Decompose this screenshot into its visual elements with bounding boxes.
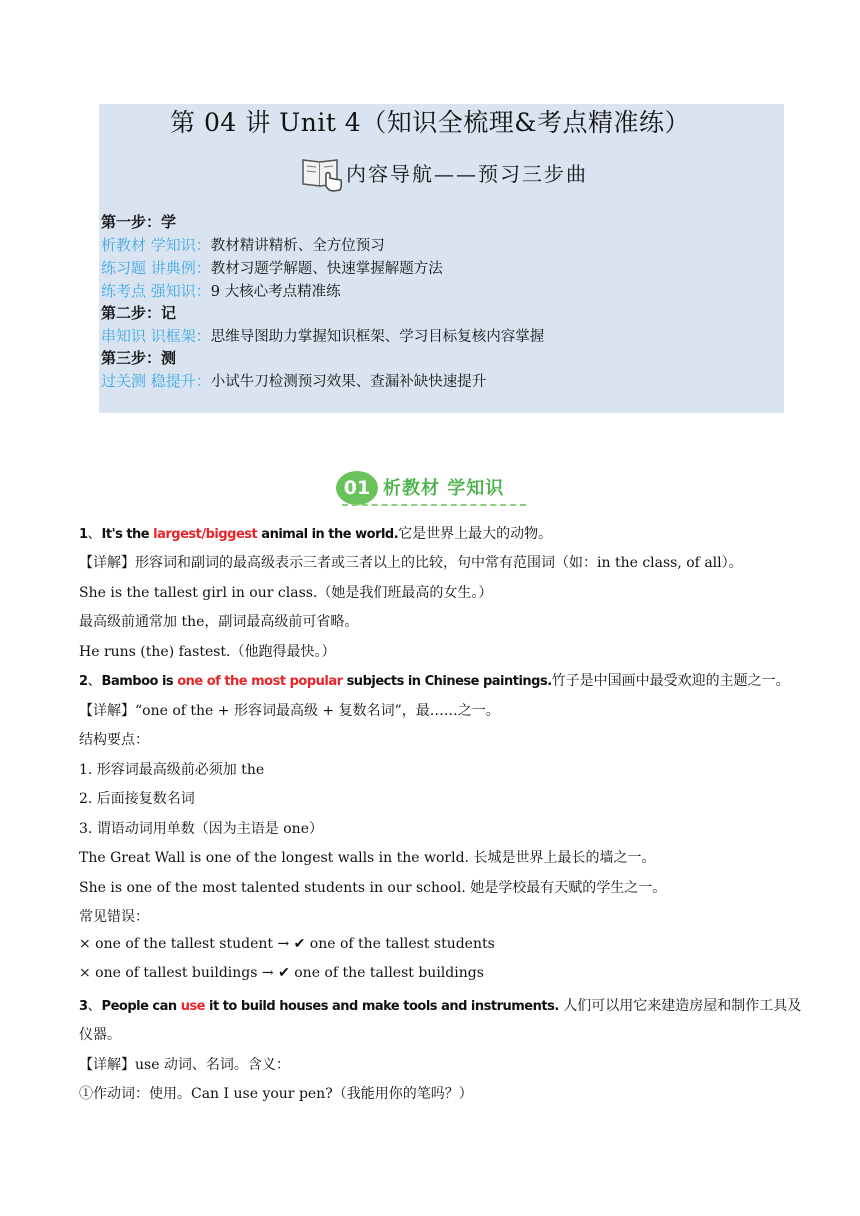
example-sentence: He runs (the) fastest.（他跑得最快。）: [79, 644, 336, 660]
translation-continued: 仪器。: [79, 1027, 121, 1043]
step-item-label: 析教材 学知识：: [101, 236, 211, 254]
section-title: 析教材 学知识: [383, 478, 505, 499]
structure-heading: 结构要点：: [79, 732, 149, 748]
sentence-text: it to build houses and make tools and instruments.: [205, 999, 559, 1014]
explanation: 【详解】use 动词、名词。含义：: [79, 1057, 290, 1073]
nav-title: 内容导航——预习三步曲: [346, 161, 588, 186]
sentence-text: Bamboo is: [101, 674, 178, 689]
structure-item: 2. 后面接复数名词: [79, 791, 195, 807]
step-item: [101, 325, 544, 348]
page-title: 第 04 讲 Unit 4（知识全梳理&考点精准练）: [170, 108, 690, 137]
highlight-text: largest/biggest: [153, 527, 258, 542]
step-item-desc: 教材习题学解题、快速掌握解题方法: [210, 261, 443, 277]
point-number: 2: [79, 674, 88, 689]
step-item-desc: 教材精讲精析、全方位预习: [210, 238, 385, 254]
step-item: [101, 280, 341, 303]
step-item-desc: 小试牛刀检测预习效果、查漏补缺快速提升: [210, 374, 487, 390]
step-item: [101, 234, 385, 257]
sentence-text: It's the: [101, 527, 154, 542]
section-number-badge: 01: [336, 471, 378, 505]
sentence-text: People can: [101, 999, 181, 1014]
step-item-desc: 9 大核心考点精准练: [210, 284, 341, 300]
example-sentence: The Great Wall is one of the longest walls in the world. 长城是世界上最长的墙之一。: [79, 850, 656, 866]
point-1-sentence: 1、It's the largest/biggest animal in the world.它是世界上最大的动物。: [79, 526, 553, 542]
error-correction: × one of the tallest student → ✔︎ one of the tallest students: [79, 936, 495, 952]
step-item: [101, 257, 443, 280]
structure-item: 1. 形容词最高级前必须加 the: [79, 762, 265, 778]
point-number: 3: [79, 999, 88, 1014]
step-item-label: 过关测 稳提升：: [101, 372, 211, 390]
translation: 它是世界上最大的动物。: [398, 526, 553, 542]
example-sentence: She is the tallest girl in our class.（她是我们班最高的女生。）: [79, 585, 493, 601]
section-banner: [336, 470, 526, 510]
structure-item: 3. 谓语动词用单数（因为主语是 one）: [79, 821, 323, 837]
translation: 人们可以用它来建造房屋和制作工具及: [558, 998, 802, 1014]
step-one-heading: 第一步：学: [101, 213, 177, 231]
example-sentence: She is one of the most talented students in our school. 她是学校最有天赋的学生之一。: [79, 880, 667, 896]
section-underline: [342, 504, 526, 506]
book-hand-icon: [300, 152, 344, 192]
point-number: 1: [79, 527, 88, 542]
step-three-heading: 第三步：测: [101, 349, 177, 367]
usage-item: ①作动词：使用。Can I use your pen?（我能用你的笔吗？）: [79, 1086, 473, 1102]
explanation: 【详解】形容词和副词的最高级表示三者或三者以上的比较，句中常有范围词（如：in the class, of all）。: [79, 555, 743, 571]
error-correction: × one of tallest buildings → ✔︎ one of the tallest buildings: [79, 965, 484, 981]
translation: 竹子是中国画中最受欢迎的主题之一。: [551, 673, 790, 689]
step-two-heading: 第二步：记: [101, 304, 177, 322]
sentence-text: animal in the world.: [257, 527, 399, 542]
note: 最高级前通常加 the，副词最高级前可省略。: [79, 614, 359, 630]
step-item-label: 串知识 识框架：: [101, 327, 211, 345]
highlight-text: use: [180, 999, 205, 1014]
highlight-text: one of the most popular: [177, 674, 343, 689]
point-2-sentence: 2、Bamboo is one of the most popular subjects in Chinese paintings.竹子是中国画中最受欢迎的主题之一。: [79, 673, 790, 689]
point-3-sentence: 3、People can use it to build houses and make tools and instruments. 人们可以用它来建造房屋和制作工具及: [79, 998, 802, 1014]
explanation: 【详解】“one of the + 形容词最高级 + 复数名词”，最……之一。: [79, 703, 500, 719]
step-item-label: 练考点 强知识：: [101, 282, 211, 300]
step-item: [101, 370, 486, 393]
common-errors-heading: 常见错误：: [79, 909, 149, 925]
content-navigation: [300, 152, 588, 192]
step-item-label: 练习题 讲典例：: [101, 259, 211, 277]
sentence-text: subjects in Chinese paintings.: [342, 674, 552, 689]
step-item-desc: 思维导图助力掌握知识框架、学习目标复核内容掌握: [210, 329, 545, 345]
